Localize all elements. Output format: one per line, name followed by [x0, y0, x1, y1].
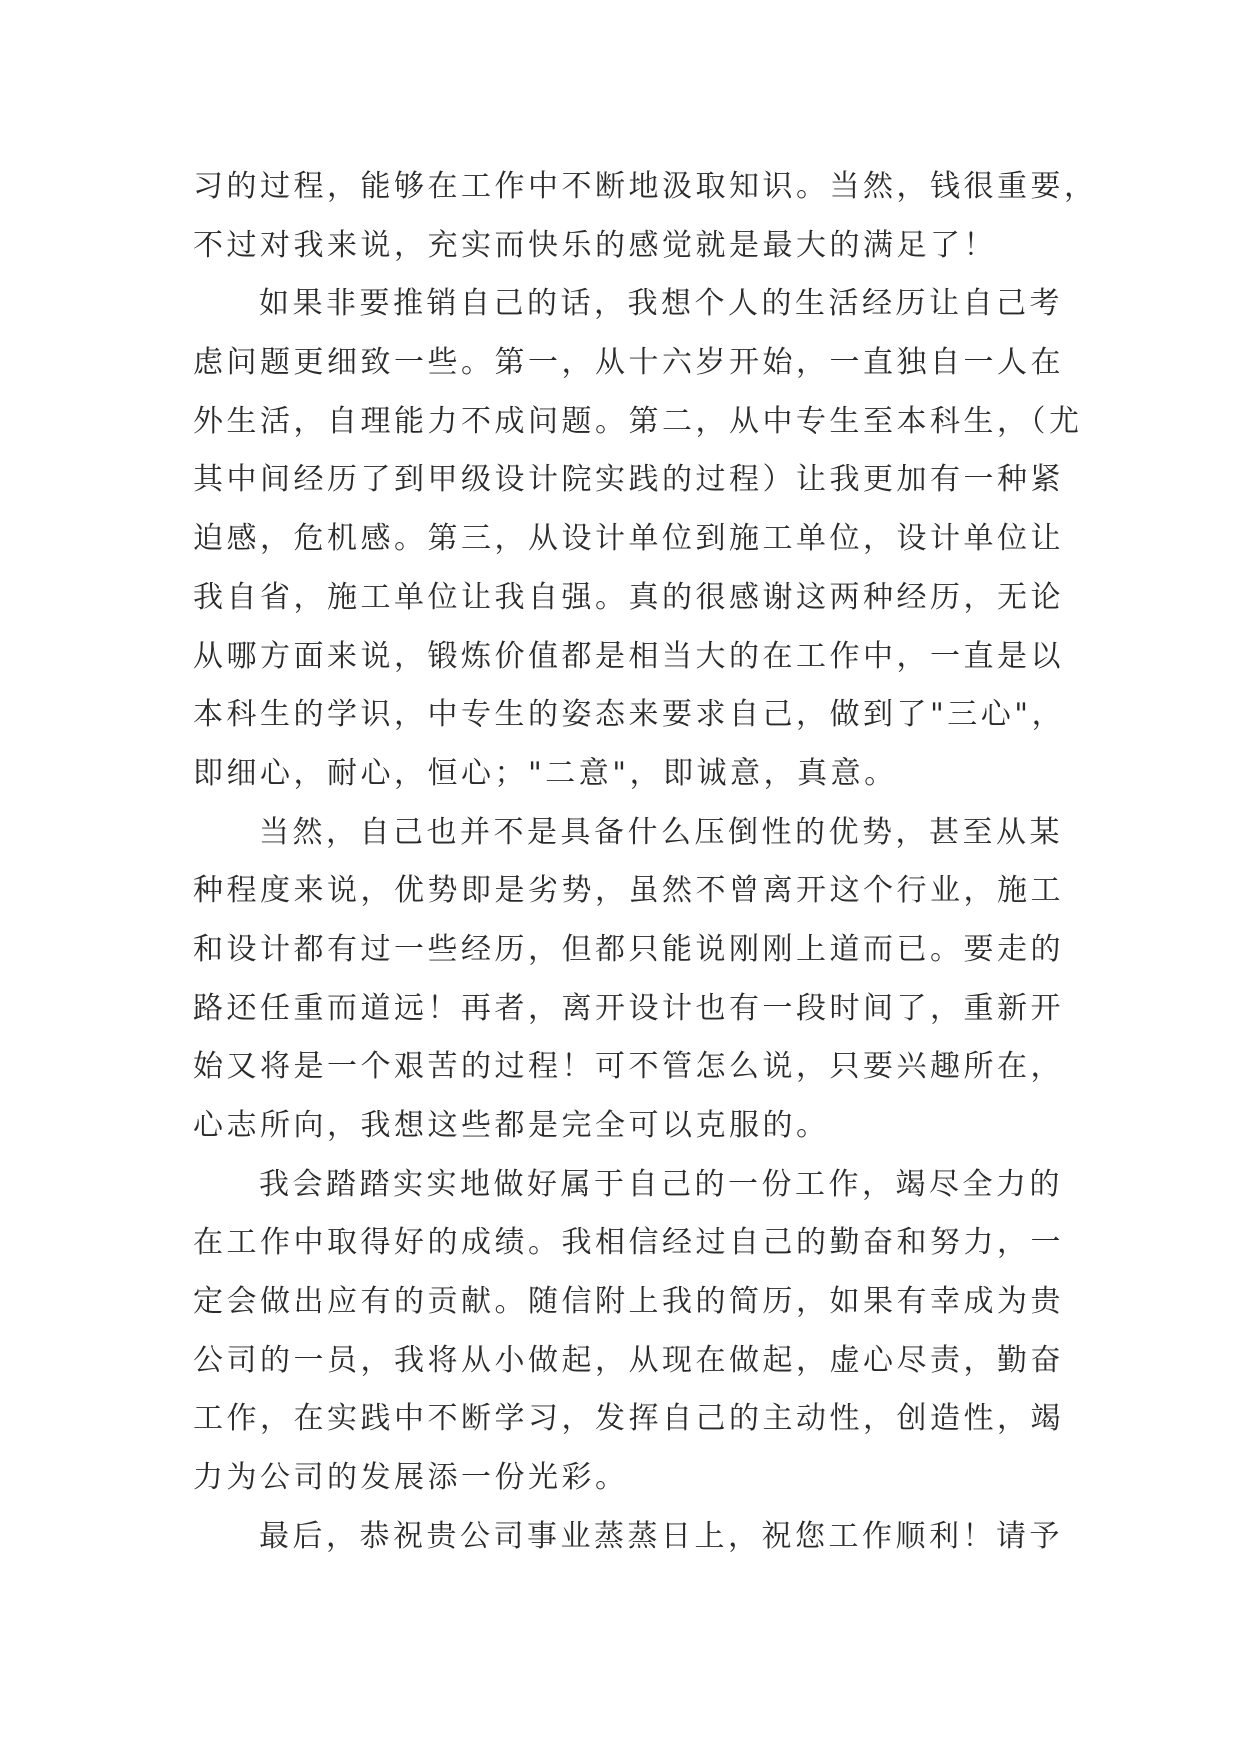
- body-text: [193, 158, 1098, 1567]
- text-line: 心志所向，我想这些都是完全可以克服的。: [193, 1108, 830, 1143]
- text-line: 不过对我来说，充实而快乐的感觉就是最大的满足了！: [193, 227, 997, 263]
- text-line: 当然，自己也并不是具备什么压倒性的优势，甚至从某: [259, 814, 1063, 850]
- text-line: 工作，在实践中不断学习，发挥自己的主动性，创造性，竭: [193, 1401, 1064, 1437]
- text-line: 本科生的学识，中专生的姿态来要求自己，做到了"三心"，: [193, 697, 1066, 733]
- text-line: 从哪方面来说，锻炼价值都是相当大的在工作中，一直是以: [193, 638, 1064, 674]
- text-line: 和设计都有过一些经历，但都只能说刚刚上道而已。要走的: [193, 931, 1064, 967]
- text-line: 即细心，耐心，恒心；"二意"，即诚意，真意。: [193, 755, 898, 791]
- text-line: 迫感，危机感。第三，从设计单位到施工单位，设计单位让: [193, 521, 1064, 557]
- text-line: 始又将是一个艰苦的过程！可不管怎么说，只要兴趣所在，: [193, 1049, 1064, 1085]
- text-line: 我会踏踏实实地做好属于自己的一份工作，竭尽全力的: [259, 1166, 1063, 1202]
- text-line: 我自省，施工单位让我自强。真的很感谢这两种经历，无论: [193, 579, 1064, 615]
- text-line: 虑问题更细致一些。第一，从十六岁开始，一直独自一人在: [193, 345, 1064, 381]
- text-line: 外生活，自理能力不成问题。第二，从中专生至本科生，（尤: [193, 403, 1083, 439]
- text-line: 其中间经历了到甲级设计院实践的过程）让我更加有一种紧: [193, 462, 1064, 498]
- text-line: 定会做出应有的贡献。随信附上我的简历，如果有幸成为贵: [193, 1284, 1064, 1320]
- text-line: 公司的一员，我将从小做起，从现在做起，虚心尽责，勤奋: [193, 1342, 1064, 1378]
- text-line: 如果非要推销自己的话，我想个人的生活经历让自己考: [259, 286, 1063, 322]
- text-line: 最后，恭祝贵公司事业蒸蒸日上，祝您工作顺利！请予: [259, 1518, 1063, 1554]
- text-line: 路还任重而道远！再者，离开设计也有一段时间了，重新开: [193, 990, 1064, 1026]
- text-line: 习的过程，能够在工作中不断地汲取知识。当然，钱很重要，: [193, 169, 1098, 204]
- text-line: 种程度来说，优势即是劣势，虽然不曾离开这个行业，施工: [193, 873, 1064, 909]
- text-line: 在工作中取得好的成绩。我相信经过自己的勤奋和努力，一: [193, 1225, 1064, 1261]
- text-line: 力为公司的发展添一份光彩。: [193, 1460, 629, 1496]
